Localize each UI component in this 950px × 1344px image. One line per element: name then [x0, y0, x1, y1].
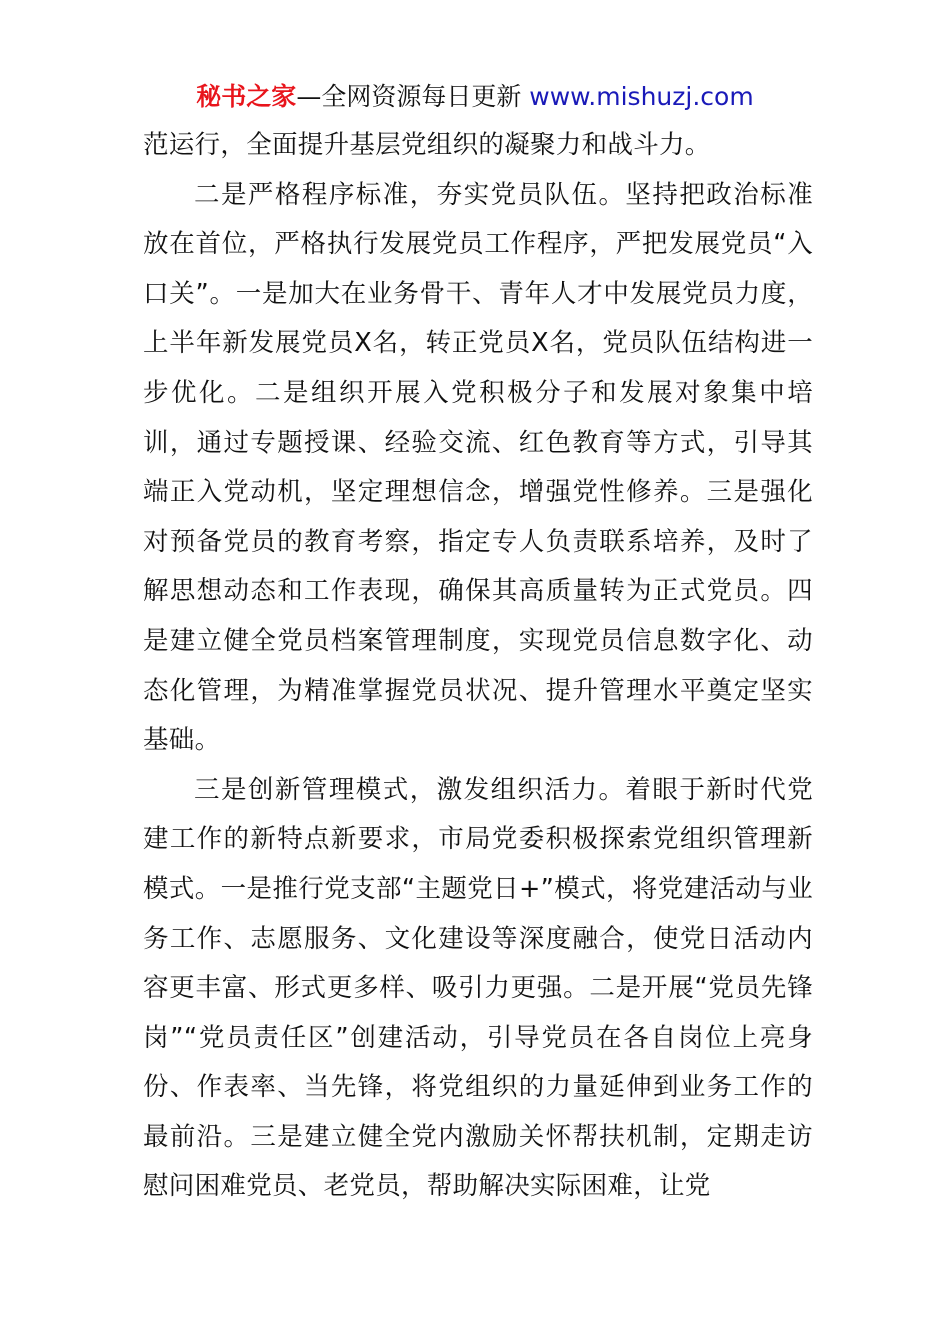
- site-url-link[interactable]: www.mishuzj.com: [529, 82, 754, 111]
- site-header: [0, 80, 950, 114]
- site-brand: 秘书之家: [196, 82, 297, 111]
- paragraph-strict-procedures: 二是严格程序标准，夯实党员队伍。坚持把政治标准放在首位，严格执行发展党员工作程序，严把发展党员“入口关”。一是加大在业务骨干、青年人才中发展党员力度，上半年新发展党员X名，转正党员X名，党员队伍结构进一步优化。二是组织开展入党积极分子和发展对象集中培训，通过专题授课、经验交流、红色教育等方式，引导其端正入党动机，坚定理想信念，增强党性修养。三是强化对预备党员的教育考察，指定专人负责联系培养，及时了解思想动态和工作表现，确保其高质量转为正式党员。四是建立健全党员档案管理制度，实现党员信息数字化、动态化管理，为精准掌握党员状况、提升管理水平奠定坚实基础。: [143, 179, 813, 756]
- site-tagline: —全网资源每日更新: [296, 82, 530, 111]
- paragraph-continuation: 范运行，全面提升基层党组织的凝聚力和战斗力。: [143, 130, 711, 160]
- paragraph-innovative-management: 三是创新管理模式，激发组织活力。着眼于新时代党建工作的新特点新要求，市局党委积极探索党组织管理新模式。一是推行党支部“主题党日+”模式，将党建活动与业务工作、志愿服务、文化建设等深度融合，使党日活动内容更丰富、形式更多样、吸引力更强。二是开展“党员先锋岗”“党员责任区”创建活动，引导党员在各自岗位上亮身份、作表率、当先锋，将党组织的力量延伸到业务工作的最前沿。三是建立健全党内激励关怀帮扶机制，定期走访慰问困难党员、老党员，帮助解决实际困难，让党: [143, 774, 813, 1202]
- document-body: [143, 121, 813, 1212]
